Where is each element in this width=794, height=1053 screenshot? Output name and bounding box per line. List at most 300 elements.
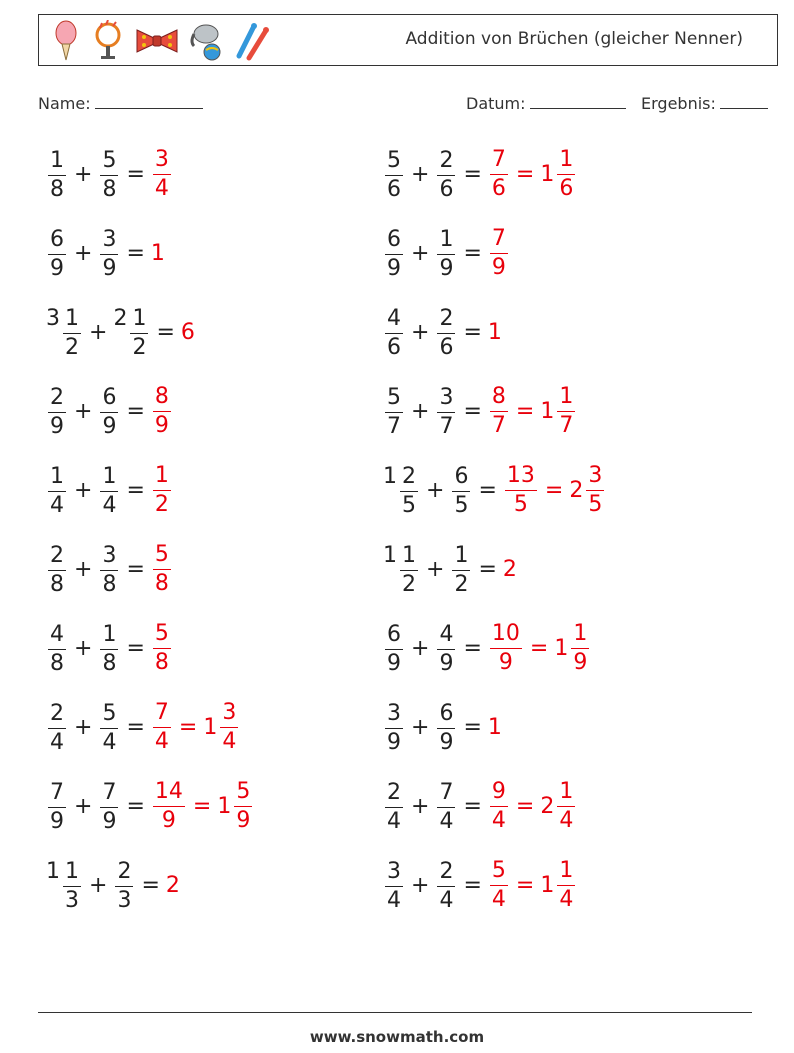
denominator: 9: [236, 807, 251, 833]
denominator: 2: [402, 571, 416, 597]
equals-sign: =: [478, 477, 497, 503]
addend-1: [383, 543, 420, 596]
addend-1: [383, 701, 405, 754]
footer-divider: [38, 1012, 752, 1013]
numerator: 2: [437, 861, 455, 887]
denominator: 5: [513, 491, 528, 517]
denominator: 6: [491, 175, 506, 201]
worksheet-title: Addition von Brüchen (gleicher Nenner): [405, 29, 743, 49]
problem-item: [46, 142, 173, 206]
answer: [503, 557, 518, 582]
denominator: 9: [439, 650, 454, 676]
denominator: 2: [454, 571, 469, 597]
fraction: [385, 858, 403, 913]
numerator: 13: [505, 465, 537, 491]
numerator: 6: [437, 703, 455, 729]
fraction: [490, 620, 522, 675]
equals-sign: =: [529, 635, 549, 661]
answer: [488, 857, 510, 912]
numerator: 14: [153, 781, 185, 807]
numerator: 1: [100, 466, 118, 492]
fraction: [100, 779, 118, 834]
numerator: 2: [437, 308, 455, 334]
fraction: [400, 463, 418, 518]
problem-item: [383, 142, 577, 206]
fraction: [437, 305, 455, 360]
addend-2: [435, 701, 457, 754]
equals-sign: =: [178, 714, 198, 740]
answer: [203, 699, 240, 754]
addend-1: [46, 148, 68, 201]
plus-sign: +: [89, 872, 108, 898]
whole-number: 3: [46, 305, 60, 331]
addend-2: [450, 464, 472, 517]
whole-number: 1: [150, 240, 165, 266]
numerator: 1: [571, 623, 589, 649]
addend-2: [435, 227, 457, 280]
denominator: 6: [439, 176, 454, 202]
numerator: 3: [385, 703, 403, 729]
numerator: 2: [48, 545, 66, 571]
fraction: [100, 700, 118, 755]
denominator: 5: [454, 492, 469, 518]
plus-sign: +: [411, 398, 430, 424]
fraction: [115, 858, 133, 913]
addend-2: [98, 622, 120, 675]
equals-sign: =: [156, 319, 175, 345]
problem-item: [383, 695, 503, 759]
plus-sign: +: [74, 556, 93, 582]
numerator: 3: [100, 229, 118, 255]
equals-sign: =: [126, 240, 145, 266]
fraction: [48, 621, 66, 676]
fraction: [490, 146, 508, 201]
fraction: [100, 147, 118, 202]
equals-sign: =: [126, 161, 145, 187]
fraction: [153, 383, 171, 438]
equals-sign: =: [126, 477, 145, 503]
numerator: 4: [437, 624, 455, 650]
answer: [151, 699, 173, 754]
whole-number: 1: [540, 161, 555, 187]
numerator: 8: [490, 386, 508, 412]
fraction: [452, 542, 470, 597]
numerator: 1: [100, 624, 118, 650]
denominator: 2: [154, 491, 169, 517]
equals-sign: =: [544, 477, 564, 503]
fraction: [490, 857, 508, 912]
equals-sign: =: [515, 398, 535, 424]
numerator: 3: [220, 702, 238, 728]
denominator: 9: [439, 255, 454, 281]
denominator: 8: [102, 650, 117, 676]
numerator: 3: [586, 465, 604, 491]
numerator: 2: [48, 387, 66, 413]
denominator: 3: [117, 887, 132, 913]
denominator: 4: [559, 886, 574, 912]
numerator: 2: [115, 861, 133, 887]
equals-sign: =: [463, 872, 482, 898]
problem-item: [46, 853, 181, 917]
fraction: [571, 620, 589, 675]
fraction: [490, 383, 508, 438]
addend-1: [46, 859, 83, 912]
fraction: [385, 226, 403, 281]
fraction: [153, 462, 171, 517]
problem-item: [46, 695, 240, 759]
numerator: 1: [153, 465, 171, 491]
answer: [151, 462, 173, 517]
equals-sign: =: [126, 635, 145, 661]
plus-sign: +: [89, 319, 108, 345]
numerator: 1: [557, 781, 575, 807]
problem-item: [383, 300, 503, 364]
fraction: [437, 621, 455, 676]
problem-item: [383, 537, 518, 601]
denominator: 8: [50, 176, 64, 202]
denominator: 4: [439, 808, 454, 834]
answer: [151, 383, 173, 438]
numerator: 4: [48, 624, 66, 650]
numerator: 6: [385, 229, 403, 255]
fraction: [400, 542, 418, 597]
plus-sign: +: [411, 872, 430, 898]
problem-item: [46, 221, 166, 285]
whole-number: 1: [46, 858, 60, 884]
fraction: [490, 778, 508, 833]
denominator: 6: [387, 176, 401, 202]
problem-item: [383, 853, 577, 917]
answer: [503, 462, 539, 517]
date-label: Datum:: [466, 94, 526, 113]
denominator: 9: [491, 254, 506, 280]
numerator: 2: [400, 466, 418, 492]
addend-1: [383, 227, 405, 280]
denominator: 7: [491, 412, 506, 438]
denominator: 4: [491, 886, 506, 912]
equals-sign: =: [126, 793, 145, 819]
addend-1: [383, 306, 405, 359]
fraction: [48, 147, 66, 202]
plus-sign: +: [74, 635, 93, 661]
addend-1: [383, 385, 405, 438]
denominator: 4: [222, 728, 237, 754]
addend-1: [46, 227, 68, 280]
numerator: 1: [437, 229, 455, 255]
result-label: Ergebnis:: [641, 94, 716, 113]
plus-sign: +: [74, 240, 93, 266]
equals-sign: =: [126, 714, 145, 740]
numerator: 3: [437, 387, 455, 413]
fraction: [63, 305, 81, 360]
addend-2: [98, 385, 120, 438]
numerator: 1: [557, 860, 575, 886]
plus-sign: +: [411, 793, 430, 819]
whole-number: 2: [113, 305, 128, 331]
fraction: [153, 699, 171, 754]
denominator: 2: [132, 334, 147, 360]
answer: [540, 857, 577, 912]
answer: [488, 715, 503, 740]
answer: [488, 620, 524, 675]
addend-2: [435, 385, 457, 438]
numerator: 6: [385, 624, 403, 650]
numerator: 5: [153, 623, 171, 649]
denominator: 7: [439, 413, 454, 439]
answer: [569, 462, 606, 517]
addend-1: [46, 306, 83, 359]
answer: [151, 541, 173, 596]
denominator: 9: [387, 650, 401, 676]
whole-number: 1: [540, 398, 555, 424]
numerator: 8: [153, 386, 171, 412]
answer: [540, 146, 577, 201]
plus-sign: +: [411, 319, 430, 345]
equals-sign: =: [463, 793, 482, 819]
plus-sign: +: [74, 398, 93, 424]
denominator: 4: [387, 887, 401, 913]
addend-2: [98, 543, 120, 596]
numerator: 5: [100, 150, 118, 176]
plus-sign: +: [411, 240, 430, 266]
denominator: 4: [387, 808, 401, 834]
fraction: [437, 226, 455, 281]
equals-sign: =: [126, 556, 145, 582]
denominator: 4: [102, 729, 117, 755]
answer: [166, 873, 181, 898]
numerator: 2: [48, 703, 66, 729]
numerator: 1: [63, 861, 81, 887]
denominator: 8: [102, 571, 117, 597]
whole-number: 1: [217, 793, 232, 819]
denominator: 7: [559, 412, 574, 438]
equals-sign: =: [463, 714, 482, 740]
numerator: 5: [490, 860, 508, 886]
problem-item: [46, 458, 173, 522]
equals-sign: =: [463, 398, 482, 424]
denominator: 7: [387, 413, 401, 439]
denominator: 8: [50, 650, 64, 676]
plus-sign: +: [426, 477, 445, 503]
fraction: [100, 621, 118, 676]
whole-number: 1: [383, 463, 397, 489]
denominator: 9: [573, 649, 588, 675]
numerator: 3: [385, 861, 403, 887]
plus-sign: +: [411, 161, 430, 187]
fraction: [63, 858, 81, 913]
numerator: 1: [63, 308, 81, 334]
denominator: 8: [154, 570, 169, 596]
denominator: 8: [154, 649, 169, 675]
numerator: 3: [100, 545, 118, 571]
numerator: 5: [385, 387, 403, 413]
answer: [151, 778, 187, 833]
addend-2: [435, 780, 457, 833]
denominator: 9: [387, 729, 401, 755]
fraction: [48, 463, 66, 518]
denominator: 5: [588, 491, 603, 517]
fraction: [505, 462, 537, 517]
addend-1: [46, 622, 68, 675]
numerator: 6: [100, 387, 118, 413]
numerator: 1: [452, 545, 470, 571]
fraction: [437, 147, 455, 202]
problem-item: [383, 221, 510, 285]
denominator: 4: [439, 887, 454, 913]
addend-1: [383, 780, 405, 833]
denominator: 2: [65, 334, 79, 360]
fraction: [385, 779, 403, 834]
fraction: [385, 147, 403, 202]
addend-2: [450, 543, 472, 596]
plus-sign: +: [411, 635, 430, 661]
addend-1: [383, 622, 405, 675]
plus-sign: +: [74, 477, 93, 503]
numerator: 1: [48, 150, 66, 176]
denominator: 4: [491, 807, 506, 833]
fraction: [153, 778, 185, 833]
fraction: [153, 146, 171, 201]
addend-1: [46, 385, 68, 438]
answer: [151, 620, 173, 675]
equals-sign: =: [463, 635, 482, 661]
fraction: [437, 858, 455, 913]
whole-number: 1: [487, 714, 502, 740]
addend-2: [435, 622, 457, 675]
addend-1: [383, 148, 405, 201]
whole-number: 6: [180, 319, 195, 345]
denominator: 9: [161, 807, 176, 833]
problem-item: [383, 458, 606, 522]
denominator: 9: [102, 255, 117, 281]
denominator: 4: [154, 175, 169, 201]
fraction: [234, 778, 252, 833]
addend-1: [383, 464, 420, 517]
problem-item: [46, 379, 173, 443]
fraction: [437, 700, 455, 755]
addend-2: [98, 227, 120, 280]
denominator: 4: [50, 492, 64, 518]
fraction: [437, 384, 455, 439]
whole-number: 1: [383, 542, 397, 568]
denominator: 4: [102, 492, 117, 518]
denominator: 6: [387, 334, 401, 360]
fraction: [48, 542, 66, 597]
addend-2: [98, 464, 120, 517]
numerator: 7: [437, 782, 455, 808]
numerator: 1: [557, 149, 575, 175]
answer: [540, 383, 577, 438]
denominator: 8: [102, 176, 117, 202]
answer: [554, 620, 591, 675]
problem-item: [383, 774, 577, 838]
equals-sign: =: [515, 161, 535, 187]
fraction: [220, 699, 238, 754]
problem-item: [383, 616, 591, 680]
numerator: 2: [385, 782, 403, 808]
addend-2: [113, 306, 150, 359]
fraction: [490, 225, 508, 280]
denominator: 4: [559, 807, 574, 833]
equals-sign: =: [126, 398, 145, 424]
numerator: 1: [130, 308, 148, 334]
problem-item: [46, 616, 173, 680]
numerator: 1: [48, 466, 66, 492]
fraction: [100, 226, 118, 281]
addend-1: [383, 859, 405, 912]
fraction: [586, 462, 604, 517]
numerator: 4: [385, 308, 403, 334]
whole-number: 2: [502, 556, 517, 582]
plus-sign: +: [74, 161, 93, 187]
fraction: [557, 383, 575, 438]
whole-number: 2: [165, 872, 180, 898]
plus-sign: +: [74, 714, 93, 740]
answer: [488, 383, 510, 438]
addend-2: [98, 780, 120, 833]
numerator: 5: [385, 150, 403, 176]
denominator: 9: [50, 255, 64, 281]
denominator: 8: [50, 571, 64, 597]
fraction: [557, 857, 575, 912]
denominator: 9: [50, 413, 64, 439]
fraction: [48, 779, 66, 834]
answer: [488, 320, 503, 345]
answer: [488, 778, 510, 833]
numerator: 7: [490, 149, 508, 175]
denominator: 9: [154, 412, 169, 438]
numerator: 6: [48, 229, 66, 255]
numerator: 9: [490, 781, 508, 807]
answer: [181, 320, 196, 345]
fraction: [153, 541, 171, 596]
answer: [151, 146, 173, 201]
equals-sign: =: [515, 872, 535, 898]
denominator: 4: [154, 728, 169, 754]
numerator: 5: [100, 703, 118, 729]
equals-sign: =: [515, 793, 535, 819]
addend-2: [113, 859, 135, 912]
equals-sign: =: [463, 240, 482, 266]
answer: [217, 778, 254, 833]
numerator: 1: [400, 545, 418, 571]
fraction: [557, 778, 575, 833]
whole-number: 2: [569, 477, 584, 503]
denominator: 6: [559, 175, 574, 201]
fraction: [385, 305, 403, 360]
equals-sign: =: [478, 556, 497, 582]
plus-sign: +: [411, 714, 430, 740]
problem-item: [46, 774, 254, 838]
whole-number: 1: [203, 714, 218, 740]
whole-number: 1: [487, 319, 502, 345]
addend-1: [46, 464, 68, 517]
whole-number: 2: [540, 793, 555, 819]
fraction: [153, 620, 171, 675]
addend-2: [98, 148, 120, 201]
fraction: [130, 305, 148, 360]
fraction: [557, 146, 575, 201]
numerator: 2: [437, 150, 455, 176]
fraction: [385, 384, 403, 439]
addend-1: [46, 543, 68, 596]
footer-url: www.snowmath.com: [309, 1028, 485, 1046]
equals-sign: =: [192, 793, 212, 819]
fraction: [48, 384, 66, 439]
equals-sign: =: [463, 319, 482, 345]
whole-number: 1: [554, 635, 569, 661]
numerator: 10: [490, 623, 522, 649]
